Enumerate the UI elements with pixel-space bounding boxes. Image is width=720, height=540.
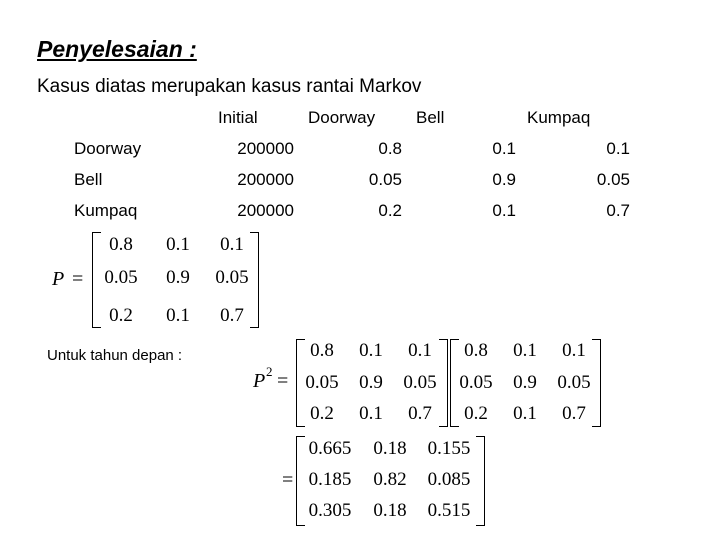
matrix-cell: 0.1 xyxy=(513,340,537,361)
matrix-cell: 0.7 xyxy=(220,305,244,326)
matrix-cell: 0.9 xyxy=(166,267,190,288)
matrix-cell: 0.2 xyxy=(310,403,334,424)
subtitle: Kasus diatas merupakan kasus rantai Markov xyxy=(37,76,422,97)
matrix-cell: 0.8 xyxy=(310,340,334,361)
matrix-cell: 0.1 xyxy=(359,403,383,424)
matrix-cell: 0.2 xyxy=(109,305,133,326)
matrix-cell: 0.05 xyxy=(215,267,249,288)
matrix-cell: 0.515 xyxy=(427,500,471,521)
matrix-cell: 0.7 xyxy=(408,403,432,424)
matrix-cell: 0.8 xyxy=(109,234,133,255)
row-label-kumpaq: Kumpaq xyxy=(74,201,138,220)
matrix-cell: 0.9 xyxy=(359,372,383,393)
matrix-cell: 0.1 xyxy=(513,403,537,424)
cell-initial: 200000 xyxy=(237,201,294,220)
matrix-cell: 0.05 xyxy=(305,372,339,393)
matrix-cell: 0.1 xyxy=(359,340,383,361)
matrix-cell: 0.085 xyxy=(427,469,471,490)
next-year-label: Untuk tahun depan : xyxy=(47,347,183,364)
cell-kumpaq: 0.05 xyxy=(596,170,630,189)
matrix-cell: 0.1 xyxy=(166,234,190,255)
matrix-cell: 0.185 xyxy=(308,469,352,490)
cell-doorway: 0.2 xyxy=(378,201,402,220)
matrix-cell: 0.9 xyxy=(513,372,537,393)
cell-doorway: 0.8 xyxy=(378,139,402,158)
matrix-cell: 0.05 xyxy=(557,372,591,393)
matrix-cell: 0.305 xyxy=(308,500,352,521)
cell-bell: 0.9 xyxy=(492,170,516,189)
matrix-cell: 0.155 xyxy=(427,438,471,459)
cell-bell: 0.1 xyxy=(492,201,516,220)
matrix-cell: 0.7 xyxy=(562,403,586,424)
header-bell: Bell xyxy=(416,108,445,127)
matrix-cell: 0.05 xyxy=(403,372,437,393)
result-equals: = xyxy=(282,469,294,491)
matrix-cell: 0.1 xyxy=(220,234,244,255)
matrix-cell: 0.18 xyxy=(373,500,407,521)
cell-kumpaq: 0.1 xyxy=(606,139,630,158)
cell-initial: 200000 xyxy=(237,139,294,158)
matrix-p-equals: = xyxy=(72,268,84,290)
cell-doorway: 0.05 xyxy=(368,170,402,189)
matrix-p2-equals: = xyxy=(277,370,289,392)
matrix-cell: 0.665 xyxy=(308,438,352,459)
row-label-doorway: Doorway xyxy=(74,139,142,158)
cell-bell: 0.1 xyxy=(492,139,516,158)
matrix-p-symbol: P xyxy=(52,268,65,290)
matrix-cell: 0.18 xyxy=(373,438,407,459)
page-title: Penyelesaian : xyxy=(37,36,197,62)
header-kumpaq: Kumpaq xyxy=(527,108,591,127)
matrix-cell: 0.1 xyxy=(408,340,432,361)
row-label-bell: Bell xyxy=(74,170,103,189)
header-doorway: Doorway xyxy=(308,108,376,127)
cell-initial: 200000 xyxy=(237,170,294,189)
cell-kumpaq: 0.7 xyxy=(606,201,630,220)
matrix-cell: 0.8 xyxy=(464,340,488,361)
matrix-p2-symbol: P xyxy=(253,370,266,392)
matrix-cell: 0.2 xyxy=(464,403,488,424)
matrix-cell: 0.1 xyxy=(562,340,586,361)
matrix-cell: 0.05 xyxy=(459,372,493,393)
matrix-cell: 0.05 xyxy=(104,267,138,288)
matrix-cell: 0.1 xyxy=(166,305,190,326)
header-initial: Initial xyxy=(218,108,258,127)
matrix-cell: 0.82 xyxy=(373,469,407,490)
matrix-p2-exponent: 2 xyxy=(266,364,273,379)
